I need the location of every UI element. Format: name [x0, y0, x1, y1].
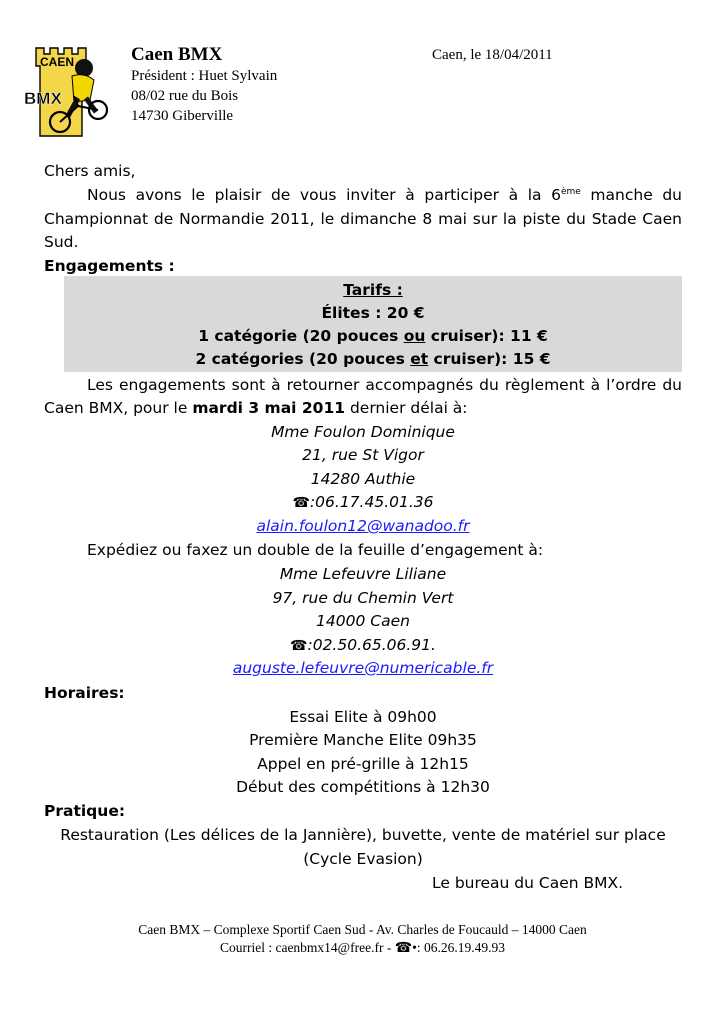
contact2-city: 14000 Caen	[316, 612, 410, 630]
contact1-street: 21, rue St Vigor	[302, 446, 424, 464]
logo-text-bottom: BMX	[24, 89, 62, 108]
telephone-icon: ☎	[290, 638, 308, 654]
footer-line-1: Caen BMX – Complexe Sportif Caen Sud - Av. Charles de Foucauld – 14000 Caen	[138, 922, 587, 937]
horaire-item: Essai Elite à 09h00	[289, 708, 437, 726]
horaires-heading: Horaires:	[44, 684, 125, 702]
intro-line-1: Nous avons le plaisir de vous inviter à participer à la 6ème manche du	[87, 186, 682, 204]
contact2-name: Mme Lefeuvre Liliane	[279, 565, 447, 583]
return-line-2: Caen BMX, pour le mardi 3 mai 2011 dernier délai à:	[44, 399, 468, 417]
signature: Le bureau du Caen BMX.	[432, 874, 624, 892]
telephone-icon: ☎	[394, 940, 413, 956]
return-line-1: Les engagements sont à retourner accompagnés du règlement à l’ordre du	[87, 376, 682, 394]
contact2-street: 97, rue du Chemin Vert	[272, 589, 454, 607]
president-line: Président : Huet Sylvain	[131, 68, 278, 84]
contact1-email-link[interactable]: alain.foulon12@wanadoo.fr	[256, 517, 470, 535]
intro-line-3: Sud.	[44, 233, 79, 251]
greeting: Chers amis,	[44, 162, 136, 180]
pratique-line-1: Restauration (Les délices de la Jannière), buvette, vente de matériel sur place	[60, 826, 666, 844]
horaire-item: Début des compétitions à 12h30	[236, 778, 490, 796]
footer-line-2: Courriel : caenbmx14@free.fr - ☎•: 06.26.19.49.93	[219, 940, 506, 956]
contact2-email-link[interactable]: auguste.lefeuvre@numericable.fr	[232, 659, 494, 677]
fax-line: Expédiez ou faxez un double de la feuille d’engagement à:	[87, 541, 544, 559]
letter-date: Caen, le 18/04/2011	[432, 47, 553, 63]
superscript-eme: ème	[560, 187, 581, 197]
horaire-item: Appel en pré-grille à 12h15	[257, 755, 469, 773]
contact1-name: Mme Foulon Dominique	[271, 423, 455, 441]
caen-bmx-logo	[22, 40, 112, 140]
logo-text-top: CAEN	[40, 55, 75, 69]
address-line-1: 08/02 rue du Bois	[131, 88, 239, 104]
pratique-heading: Pratique:	[44, 802, 126, 820]
tarif-elites: Élites : 20 €	[321, 304, 425, 322]
contact1-phone: ☎:06.17.45.01.36	[292, 493, 434, 511]
telephone-icon: ☎	[292, 495, 310, 511]
club-name: Caen BMX	[131, 44, 223, 65]
intro-line-2: Championnat de Normandie 2011, le dimanche 8 mai sur la piste du Stade Caen	[44, 210, 682, 228]
address-line-2: 14730 Giberville	[131, 108, 234, 124]
tarif-one-category: 1 catégorie (20 pouces ou cruiser): 11 €	[198, 327, 548, 345]
horaire-item: Première Manche Elite 09h35	[249, 731, 477, 749]
contact1-city: 14280 Authie	[310, 470, 416, 488]
contact2-phone: ☎:02.50.65.06.91.	[290, 636, 436, 654]
tarif-two-categories: 2 catégories (20 pouces et cruiser): 15 €	[195, 350, 551, 368]
engagements-heading: Engagements :	[44, 257, 175, 275]
pratique-line-2: (Cycle Evasion)	[303, 850, 423, 868]
tarifs-title: Tarifs :	[343, 281, 403, 299]
